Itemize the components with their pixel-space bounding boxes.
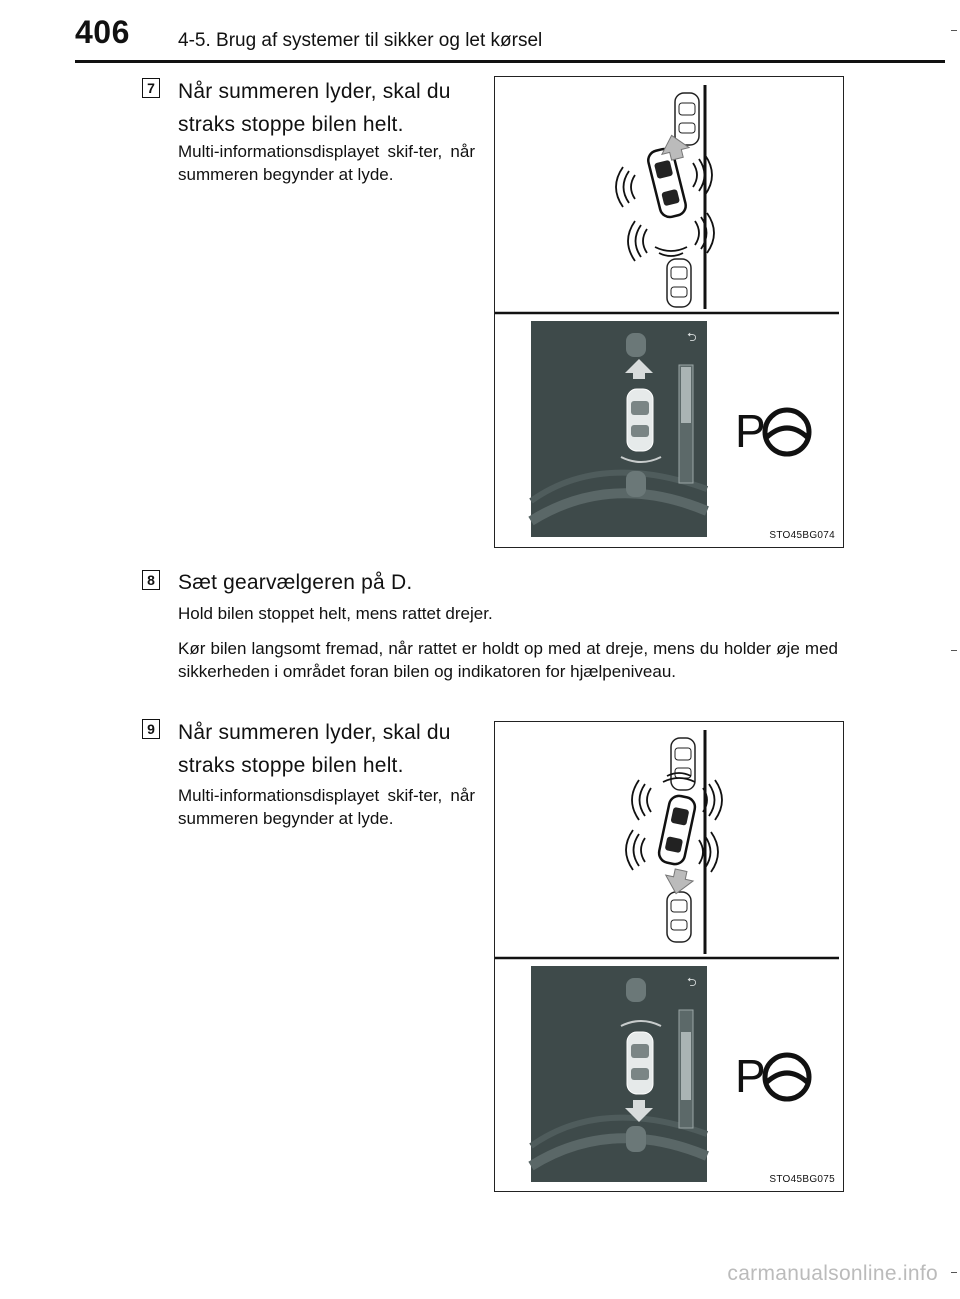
figure-parking-assist-7: [494, 76, 844, 548]
parking-illustration: [495, 722, 845, 1193]
step-body: Kør bilen langsomt fremad, når rattet er holdt op med at dreje, mens du holder øje med sikkerheden i området foran bilen og indikatoren for hjælpeniveau.: [178, 639, 838, 681]
heading-line: Når summeren lyder, skal du: [178, 721, 451, 744]
assist-level-indicator: [679, 1010, 693, 1128]
page-number: 406: [75, 14, 130, 50]
multi-information-display: [531, 966, 707, 1182]
crop-mark: [951, 650, 957, 651]
header-divider: [75, 60, 945, 63]
figure-code: STO45BG074: [769, 530, 835, 541]
display-rear-car-icon: [626, 1126, 646, 1152]
step-number-badge: 7: [142, 78, 160, 98]
crop-mark: [951, 1272, 957, 1273]
p-steering-icon: [735, 1050, 809, 1102]
display-front-car-icon: [626, 333, 646, 357]
rear-parked-car-icon: [667, 892, 691, 942]
heading-line: Når summeren lyder, skal du: [178, 80, 451, 103]
svg-text:P: P: [735, 1050, 766, 1102]
backward-arrow-icon: [662, 867, 694, 896]
assist-level-indicator: [679, 365, 693, 483]
return-icon: ⮌: [687, 330, 697, 344]
step-number-badge: 8: [142, 570, 160, 590]
step-heading: [178, 716, 451, 782]
front-parked-car-icon: [675, 93, 699, 145]
front-parked-car-icon: [671, 738, 695, 790]
page-header: [0, 0, 960, 60]
display-rear-car-icon: [626, 471, 646, 497]
heading-line: straks stoppe bilen helt.: [178, 754, 404, 777]
step-body: Multi-informationsdisplayet skif-ter, når summeren begynder at lyde.: [178, 786, 475, 828]
step-number-badge: 9: [142, 719, 160, 739]
heading-line: straks stoppe bilen helt.: [178, 113, 404, 136]
parking-illustration: [495, 77, 845, 549]
display-own-car-icon: [627, 389, 653, 451]
own-car-icon: [657, 794, 697, 866]
figure-code: STO45BG075: [769, 1174, 835, 1185]
step-body: Multi-informationsdisplayet skif-ter, når summeren begynder at lyde.: [178, 142, 475, 184]
crop-mark: [951, 30, 957, 31]
p-steering-icon: [735, 405, 809, 457]
step-heading: Sæt gearvælgeren på D.: [178, 571, 413, 594]
return-icon: ⮌: [687, 975, 697, 989]
display-own-car-icon: [627, 1032, 653, 1094]
section-title: 4-5. Brug af systemer til sikker og let kørsel: [178, 30, 543, 51]
watermark: carmanualsonline.info: [727, 1262, 938, 1285]
display-front-car-icon: [626, 978, 646, 1002]
figure-parking-assist-9: [494, 721, 844, 1192]
step-heading: [178, 75, 451, 141]
multi-information-display: [531, 321, 707, 537]
svg-text:P: P: [735, 405, 766, 457]
rear-parked-car-icon: [667, 259, 691, 307]
step-body: Hold bilen stoppet helt, mens rattet drejer.: [178, 604, 493, 623]
